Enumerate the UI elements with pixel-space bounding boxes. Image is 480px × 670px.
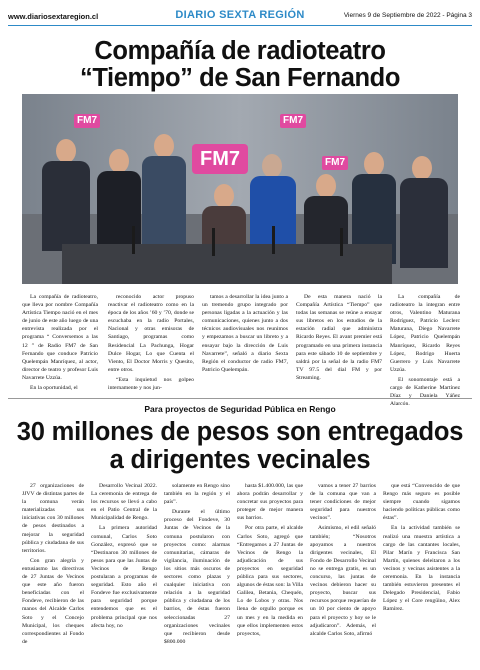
website-url[interactable]: www.diariosextaregion.cl bbox=[8, 12, 99, 21]
section-divider bbox=[8, 398, 472, 399]
microphone bbox=[132, 226, 135, 254]
article1-column-5: La compañía de radioteatro la integran entre otros, Valentino Maturana Rodríguez, Patricio Leclerc Maturana, Diego Navarrete López, Patricio Quelempán Manríquez, Ricardo Reyes López, Rodrigo Huerta Guerrero y Luis Navarrete Uzzúa. El sonomontaje está a cargo de Katherine Martínez Díaz y Daniela Yáñez Alarcón. bbox=[390, 294, 460, 408]
article1-photo bbox=[22, 94, 458, 284]
article1-column-2: reconocido actor propuso reactivar el radioteatro como en la época de los años ’60 y ’70, donde se escuchaba en la radio Portales, Nacional y otras emisoras de Santiago, programas como Residencial La Pachunga, Hogar Dulce Hogar, Lo que Cuenta el Viento, El Doctor Morris y Quesito, entre otros. “Esta inquietud nos golpeo internamente y nos jun- bbox=[108, 294, 194, 392]
fm7-sign: FM7 bbox=[192, 144, 248, 174]
article2-column-4: hasta $1.400.000, las que ahora podrán desarrollar y concretar sus proyectos para proteger de mejor manera sus barrios. Por otra parte, el alcalde Carlos Soto, agregó que “Entregamos a 27 Juntas de Vecinos de Rengo la adjudicación de sus proyectos en seguridad pública para sus sectores, algunos de éstas son: la Villa Galilea, Betania, Chequén, Lo de Lobos y otras. Nos llena de orgullo porque es un mes y en la medida en que ellos implementen estos proyectos, bbox=[237, 483, 303, 637]
masthead-rule bbox=[8, 25, 472, 26]
article2-headline-line2: a dirigentes vecinales bbox=[109, 445, 371, 474]
newspaper-name: DIARIO SEXTA REGIÓN bbox=[175, 9, 305, 21]
fm7-sign: FM7 bbox=[74, 114, 100, 128]
article2-kicker: Para proyectos de Seguridad Pública en Rengo bbox=[144, 404, 336, 414]
microphone bbox=[272, 226, 275, 254]
article1-headline-line2: “Tiempo” de San Fernando bbox=[79, 64, 401, 92]
article2-column-1: 27 organizaciones de JJVV de distintas partes de la comuna verán materializadas sus iniciativas con 30 millones de pesos destinados a mejorar la seguridad pública y ciudadana de sus territorios. Con gran alegría y entusiasmo las directivas de 27 Juntas de Vecinos que este año fueron beneficiadas con el Fondeve, recibieron de las manos del Alcalde Carlos Soto y el Concejo Municipal, los cheques correspondientes al Fondo de bbox=[22, 483, 84, 645]
fm7-sign: FM7 bbox=[322, 156, 348, 170]
microphone bbox=[340, 228, 343, 256]
article2-column-2: Desarrollo Vecinal 2022. La ceremonia de entrega de los recursos se llevó a cabo en el Patio Central de la Municipalidad de Rengo. La primera autoridad comunal, Carlos Soto González, expresó que se “Destinaron 30 millones de pesos para que las Juntas de Vecinos de Rengo postularan a programas de seguridad. Esto año el Fondeve fue exclusivamente para seguridad porque entendemos que es el problema principal que nos afecta hoy, no bbox=[91, 483, 157, 629]
masthead bbox=[8, 6, 472, 26]
microphone bbox=[212, 228, 215, 256]
article1-column-4: De esta manera nació la Compañía Artística “Tiempo” que todas las semanas se reúne a ensayar sus libretos en los estudios de la estación radial que administra Ricardo Reyes. El avant premier está programado en una primera instancia para este sábado 10 de septiembre y saldrá por la señal de la radio FM7 TV 97.5 del dial FM y por Streaming. bbox=[296, 294, 382, 381]
article2-headline bbox=[8, 419, 472, 474]
article1-headline-line1: Compañía de radioteatro bbox=[94, 37, 386, 65]
article1-column-1: La compañía de radioteatro, que lleva por nombre Compañía Artística Tiempo nació en el mes de junio de este año luego de una entrevista realizada por el programa “ Conversemos a las 12 ” de Radio FM7 de San Fernando que conduce Patricio Quelempán Manríquez, al actor, director de teatro y profesor Luis Navarrete Uzzúa. En la oportunidad, el bbox=[22, 294, 98, 392]
article2-headline-line1: 30 millones de pesos son entregados bbox=[16, 418, 464, 446]
article2-column-5: vamos a tener 27 barrios de la comuna que van a tener condiciones de mejor seguridad para nuestros vecinos”. Asimismo, el edil señaló también; “Nosotros apoyamos a nuestros dirigentes vecinales, El Fondo de Desarrollo Vecinal no se entrega gratis, es un concurso, las juntas de vecinos debieron hacer su proyecto, buscar sus recursos porque requerían de un 10 por ciento de apoyo para el proyecto y hoy se le adjudicaron”. Además, el alcalde Carlos Soto, afirmó bbox=[310, 483, 376, 637]
article2-column-3: solamente en Rengo sino también en la región y el país”. Durante el último proceso del Fondeve, 30 Juntas de Vecinos de la comuna postularon con proyectos como: alarmas comunitarias, cámaras de vigilancia, iluminación de los sitios más oscuros de sectores como plazas y cualquier iniciativa con relación a la seguridad pública y ciudadana de los barrios, de éstas fueron seleccionadas 27 organizaciones vecinales que recibieron desde $800.000 bbox=[164, 483, 230, 645]
article1-column-3: tamos a desarrollar la idea junto a un tremendo grupo integrado por personas ligadas a la actuación y las comunicaciones, quienes junto a dos técnicos audiovisuales nos reunimos y empezamos a buscar un libreto y a ensayar bajo la dirección de Luis Navarrete”, señaló a diario Sexta Región el conductor de radio FM7, Patricio Quelempán. bbox=[202, 294, 288, 373]
issue-date-page: Viernes 9 de Septiembre de 2022 - Página 3 bbox=[343, 12, 472, 19]
article1-headline bbox=[8, 38, 472, 92]
article2-column-6: que está “Convencido de que Rengo más seguro es posible siempre cuando sigamos haciendo políticas públicas como éstas”. En la actividad también se realizó una muestra artística a cargo de las cantantes locales, Pilar Marín y Francisca San Martín, quienes deleitaron a los vecinos y vecinas asistentes a la ceremonia. En la instancia también estuvieron presentes el Delegado Presidencial, Fabio López y el Core rengüino, Alex Ramírez. bbox=[383, 483, 460, 613]
fm7-sign: FM7 bbox=[280, 114, 306, 128]
